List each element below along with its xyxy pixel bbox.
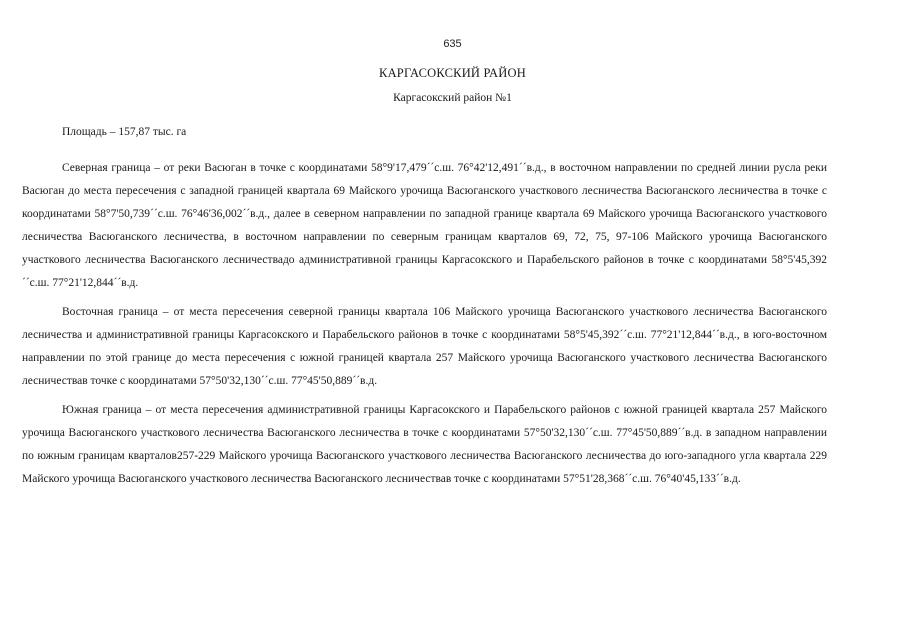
south-boundary-paragraph: Южная граница – от места пересечения административной границы Каргасокского и Парабельского районов с южной границей квартала 257 Майского урочища Васюганского участкового лесничества Васюганского лесничества в точке с координатами 57°50'32,130´´с.ш. 77°45'50,889´´в.д. в западном направлении по южным границам кварталов257-229 Майского урочища Васюганского участкового лесничества Васюганского лесничества до юго-западного угла квартала 229 Майского урочища Васюганского участкового лесничества Васюганского лесничествав точке с координатами 57°51'28,368´´с.ш. 76°40'45,133´´в.д. bbox=[22, 404, 827, 485]
area-line: Площадь – 157,87 тыс. га bbox=[62, 126, 187, 138]
district-title: КАРГАСОКСКИЙ РАЙОН bbox=[379, 66, 526, 80]
north-boundary-paragraph: Северная граница – от реки Васюган в точке с координатами 58°9'17,479´´с.ш. 76°42'12,491´´в.д., в восточном направлении по средней линии русла реки Васюган до места пересечения с западной границей квартала 69 Майского урочища Васюганского участкового лесничества Васюганского лесничества в точке с координатами 58°7'50,739´´с.ш. 76°46'36,002´´в.д., далее в северном направлении по западной границе квартала 69 Майского урочища Васюганского участкового лесничества Васюганского лесничества, в восточном направлении по северным границам кварталов 69, 72, 75, 97-106 Майского урочища Васюганского участкового лесничества Васюганского лесничествадо административной границы Каргасокского и Парабельского районов в точке с координатами 58°5'45,392´´с.ш. 77°21'12,844´´в.д. bbox=[22, 162, 827, 289]
page-number: 635 bbox=[443, 38, 462, 50]
east-boundary-paragraph: Восточная граница – от места пересечения северной границы квартала 106 Майского урочища Васюганского участкового лесничества Васюганского лесничества и административной границы Каргасокского и Парабельского районов в точке с координатами 58°5'45,392´´с.ш. 77°21'12,844´´в.д., в юго-восточном направлении по этой границе до места пересечения с южной границей квартала 257 Майского урочища Васюганского участкового лесничества Васюганского лесничествав точке с координатами 57°50'32,130´´с.ш. 77°45'50,889´´в.д. bbox=[22, 306, 827, 387]
district-subtitle: Каргасокский район №1 bbox=[393, 92, 512, 104]
